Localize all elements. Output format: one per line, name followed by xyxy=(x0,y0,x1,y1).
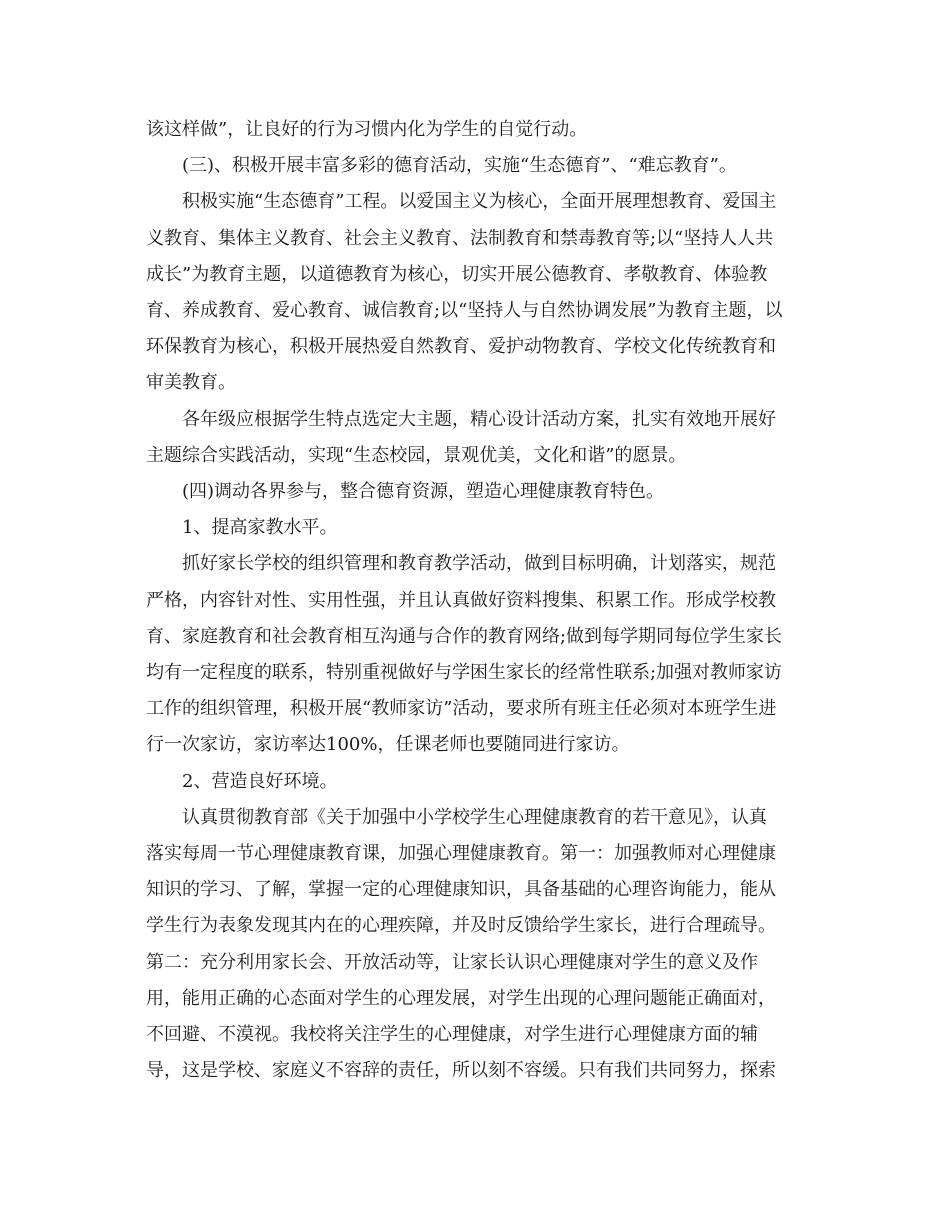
paragraph-9: 认真贯彻教育部《关于加强中小学校学生心理健康教育的若干意见》，认真 落实每周一节心理健康教育课，加强心理健康教育。第一：加强教师对心理健康 知识的学习、了解，掌握一定的心理健康知识，具备基础的心理咨询能力，能从 学生行为表象发现其内在的心理疾障，并及时反馈给学生家长，进行合理疏导。 第二：充分利用家长会、开放活动等，让家长认识心理健康对学生的意义及作 用，能用正确的心态面对学生的心理发展，对学生出现的心理问题能正确面对， 不回避、不漠视。我校将关注学生的心理健康，对学生进行心理健康方面的辅 导，这是学校、家庭义不容辞的责任，所以刻不容缓。只有我们共同努力，探索 xyxy=(146,806,776,1082)
paragraph-3: 积极实施“生态德育”工程。以爱国主义为核心，全面开展理想教育、爱国主 义教育、集体主义教育、社会主义教育、法制教育和禁毒教育等;以“坚持人人共 成长”为教育主题，以道德教育为核心，切实开展公德教育、孝敬教育、体验教 育、养成教育、爱心教育、诚信教育;以“坚持人与自然协调发展”为教育主题，以 环保教育为核心，积极开展热爱自然教育、爱护动物教育、学校文化传统教育和 审美教育。 xyxy=(146,191,783,394)
paragraph-4: 各年级应根据学生特点选定大主题，精心设计活动方案，扎实有效地开展好 主题综合实践活动，实现“生态校园，景观优美，文化和谐”的愿景。 xyxy=(146,408,776,466)
paragraph-6: 1、提高家教水平。 xyxy=(146,517,338,539)
document-body xyxy=(146,112,811,1089)
paragraph-1: 该这样做”，让良好的行为习惯内化为学生的自觉行动。 xyxy=(146,119,588,140)
paragraph-5: (四)调动各界参与，整合德育资源，塑造心理健康教育特色。 xyxy=(146,481,665,503)
paragraph-8: 2、营造良好环境。 xyxy=(146,770,338,792)
paragraph-7: 抓好家长学校的组织管理和教育教学活动，做到目标明确，计划落实，规范 严格，内容针对性、实用性强，并且认真做好资料搜集、积累工作。形成学校教 育、家庭教育和社会教育相互沟通与合作的教育网络;做到每学期同每位学生家长 均有一定程度的联系，特别重视做好与学困生家长的经常性联系;加强对教师家访 工作的组织管理，积极开展“教师家访”活动，要求所有班主任必须对本班学生进 行一次家访，家访率达100%，任课老师也要随同进行家访。 xyxy=(146,553,783,756)
paragraph-2: (三)、积极开展丰富多彩的德育活动，实施“生态德育”、“难忘教育”。 xyxy=(146,155,737,177)
